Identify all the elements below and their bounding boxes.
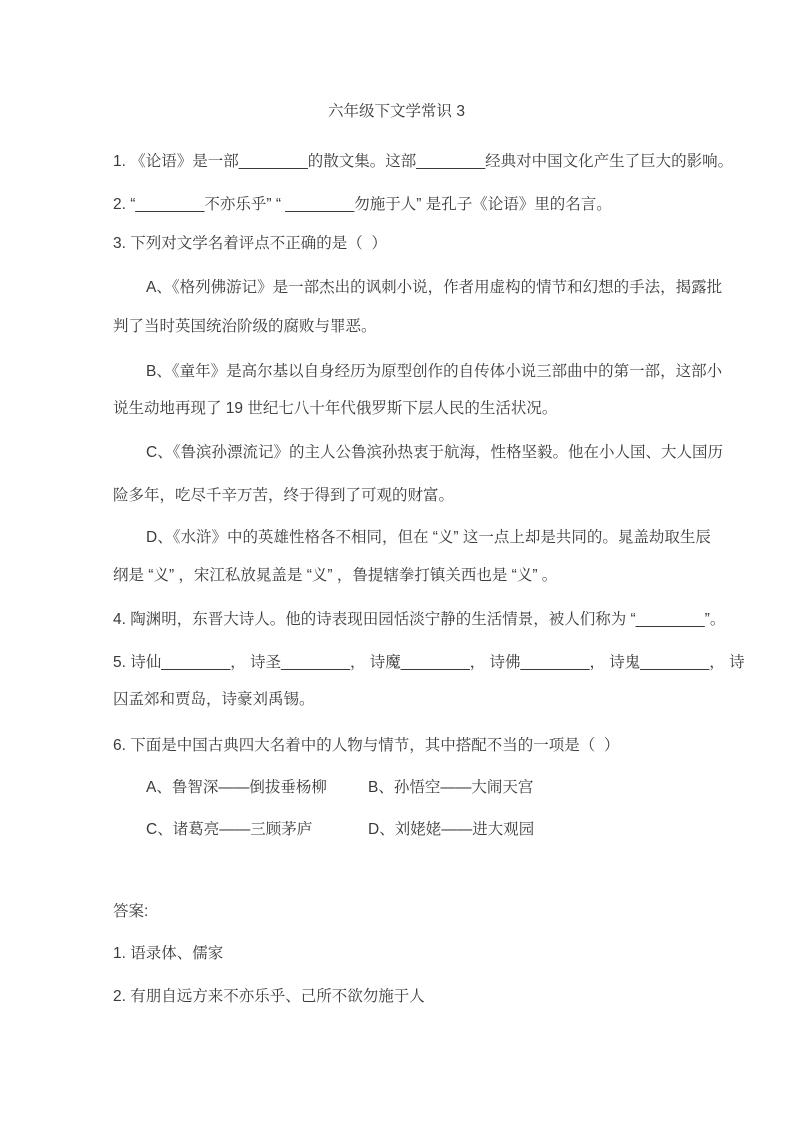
question-2: 2. “________不亦乐乎” “ ________勿施于人” 是孔子《论语》里的名言。 xyxy=(113,196,612,213)
question-3-option-a-line-2: 判了当时英国统治阶级的腐败与罪恶。 xyxy=(113,318,377,335)
question-6-option-a: A、鲁智深——倒拔垂杨柳 xyxy=(146,779,327,796)
answers-label: 答案: xyxy=(113,903,149,920)
question-6-stem: 6. 下面是中国古典四大名着中的人物与情节，其中搭配不当的一项是（ ） xyxy=(113,737,620,754)
question-6-option-d: D、刘姥姥——进大观园 xyxy=(368,821,535,838)
question-1: 1. 《论语》是一部________的散文集。这部________经典对中国文化产生了巨大的影响。 xyxy=(113,153,734,170)
question-3-option-c-line-2: 险多年，吃尽千辛万苦，终于得到了可观的财富。 xyxy=(113,487,455,504)
doc-title: 六年级下文学常识 3 xyxy=(328,103,465,120)
answer-1: 1. 语录体、儒家 xyxy=(113,945,224,962)
question-3-stem: 3. 下列对文学名着评点不正确的是（ ） xyxy=(113,235,387,252)
question-6-option-b: B、孙悟空——大闹天宫 xyxy=(368,779,534,796)
question-3-option-c-line-1: C、《鲁滨孙漂流记》的主人公鲁滨孙热衷于航海，性格坚毅。他在小人国、大人国历 xyxy=(146,444,723,461)
answer-2: 2. 有朋自远方来不亦乐乎、己所不欲勿施于人 xyxy=(113,988,425,1005)
question-6-option-c: C、诸葛亮——三顾茅庐 xyxy=(146,821,313,838)
question-3-option-b-line-2: 说生动地再现了 19 世纪七八十年代俄罗斯下层人民的生活状况。 xyxy=(113,400,558,417)
question-3-option-a-line-1: A、《格列佛游记》是一部杰出的讽刺小说，作者用虚构的情节和幻想的手法，揭露批 xyxy=(146,279,723,296)
question-3-option-b-line-1: B、《童年》是高尔基以自身经历为原型创作的自传体小说三部曲中的第一部，这部小 xyxy=(146,363,723,380)
question-3-option-d-line-1: D、《水浒》中的英雄性格各不相同，但在 “义” 这一点上却是共同的。晁盖劫取生辰 xyxy=(146,529,711,546)
question-4: 4. 陶渊明，东晋大诗人。他的诗表现田园恬淡宁静的生活情景，被人们称为 “________”。 xyxy=(113,611,726,628)
question-3-option-d-line-2: 纲是 “义” ，宋江私放晁盖是 “义” ，鲁提辖拳打镇关西也是 “义” 。 xyxy=(113,567,558,584)
question-5-line-1: 5. 诗仙________， 诗圣________， 诗魔________， 诗佛________， 诗鬼________， 诗 xyxy=(113,654,745,671)
question-5-line-2: 囚孟郊和贾岛，诗豪刘禹锡。 xyxy=(113,691,315,708)
